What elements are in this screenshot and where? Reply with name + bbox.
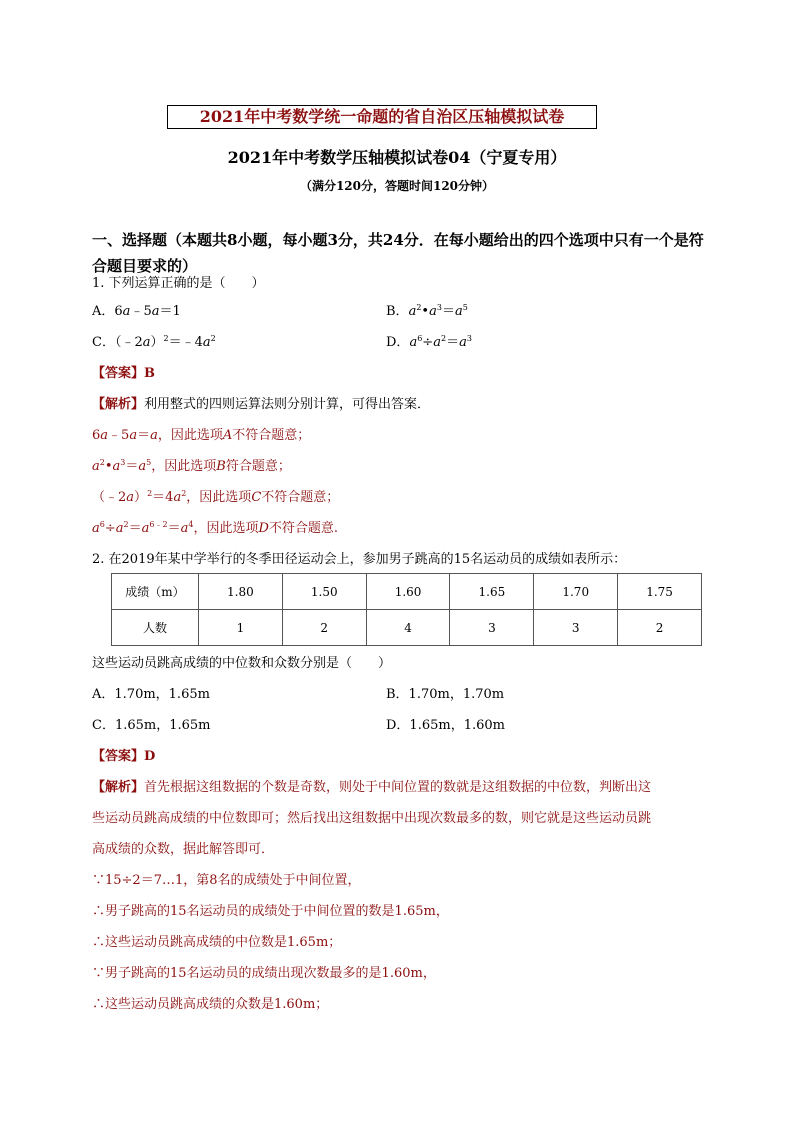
- q1-answer: 【答案】B: [92, 366, 156, 381]
- scores-table: [111, 573, 702, 646]
- page-title: 2021年中考数学压轴模拟试卷04（宁夏专用）: [227, 148, 567, 167]
- table-cell: 3: [450, 610, 534, 646]
- table-cell: 2: [282, 610, 366, 646]
- q2-option-d: D．1.65m，1.60m: [386, 718, 505, 733]
- q2-analysis-line-3: 高成绩的众数，据此解答即可．: [92, 842, 275, 857]
- q2-option-c: C．1.65m，1.65m: [92, 718, 211, 733]
- question-1-stem: 1. 下列运算正确的是（ ）: [92, 276, 265, 291]
- q1-option-b: B．$a^2•a^3=a^5$: [386, 303, 468, 319]
- q2-option-b: B．1.70m，1.70m: [386, 687, 505, 702]
- q1-step-2: $a^2•a^3=a^5$，因此选项B符合题意；: [92, 458, 291, 474]
- q2-solution-line: ∵男子跳高的15名运动员的成绩出现次数最多的是1.60m，: [92, 966, 436, 981]
- q1-option-d: D．$a^6\div a^2=a^3$: [386, 334, 472, 350]
- section-heading: 一、选择题（本题共8小题，每小题3分，共24分．在每小题给出的四个选项中只有一个是符合题目要求的）: [92, 231, 704, 275]
- table-cell: 1.50: [282, 574, 366, 610]
- table-header-cell: 成绩（m）: [112, 574, 199, 610]
- q1-step-4: $a^6\div a^2=a^{6﹣2}=a^4$，因此选项D不符合题意.: [92, 520, 339, 536]
- table-cell: 1.60: [366, 574, 450, 610]
- q2-analysis-line-2: 些运动员跳高成绩的中位数即可；然后找出这组数据中出现次数最多的数，则它就是这些运动员跳: [92, 811, 652, 826]
- q1-step-1: 6a﹣5a＝a，因此选项A不符合题意；: [92, 428, 311, 443]
- table-header-cell: 人数: [112, 610, 199, 646]
- q2-answer: 【答案】D: [92, 749, 156, 764]
- q2-solution-line: ∴男子跳高的15名运动员的成绩处于中间位置的数是1.65m，: [92, 904, 449, 919]
- q1-step-3: $(﹣2a)^2=4a^2$，因此选项C不符合题意；: [92, 489, 340, 505]
- q1-option-c: C．$(﹣2a)^2=﹣4a^2$: [92, 334, 216, 350]
- table-cell: 1.70: [534, 574, 618, 610]
- table-row: [112, 574, 702, 610]
- table-cell: 1.80: [199, 574, 283, 610]
- table-cell: 3: [534, 610, 618, 646]
- table-row: [112, 610, 702, 646]
- exam-info: （满分120分，答题时间120分钟）: [299, 179, 495, 193]
- q2-analysis-line-1: 【解析】首先根据这组数据的个数是奇数，则处于中间位置的数就是这组数据的中位数，判断出这: [92, 780, 652, 795]
- q2-solution-line: ∵15÷2＝7…1，第8名的成绩处于中间位置，: [92, 873, 361, 888]
- q1-analysis: 【解析】利用整式的四则运算法则分别计算，可得出答案．: [92, 397, 431, 412]
- table-cell: 1.75: [618, 574, 702, 610]
- table-cell: 1.65: [450, 574, 534, 610]
- table-cell: 1: [199, 610, 283, 646]
- question-2-prompt: 这些运动员跳高成绩的中位数和众数分别是（ ）: [92, 656, 392, 671]
- q2-option-a: A．1.70m，1.65m: [92, 687, 210, 702]
- table-cell: 2: [618, 610, 702, 646]
- q1-option-a: A．6a﹣5a＝1: [92, 304, 181, 319]
- q2-solution-line: ∴这些运动员跳高成绩的中位数是1.65m；: [92, 935, 342, 950]
- question-2-stem: 2. 在2019年某中学举行的冬季田径运动会上，参加男子跳高的15名运动员的成绩如表所示：: [92, 552, 627, 567]
- series-banner: 2021年中考数学统一命题的省自治区压轴模拟试卷: [167, 105, 597, 129]
- table-cell: 4: [366, 610, 450, 646]
- q2-solution-line: ∴这些运动员跳高成绩的众数是1.60m；: [92, 997, 329, 1012]
